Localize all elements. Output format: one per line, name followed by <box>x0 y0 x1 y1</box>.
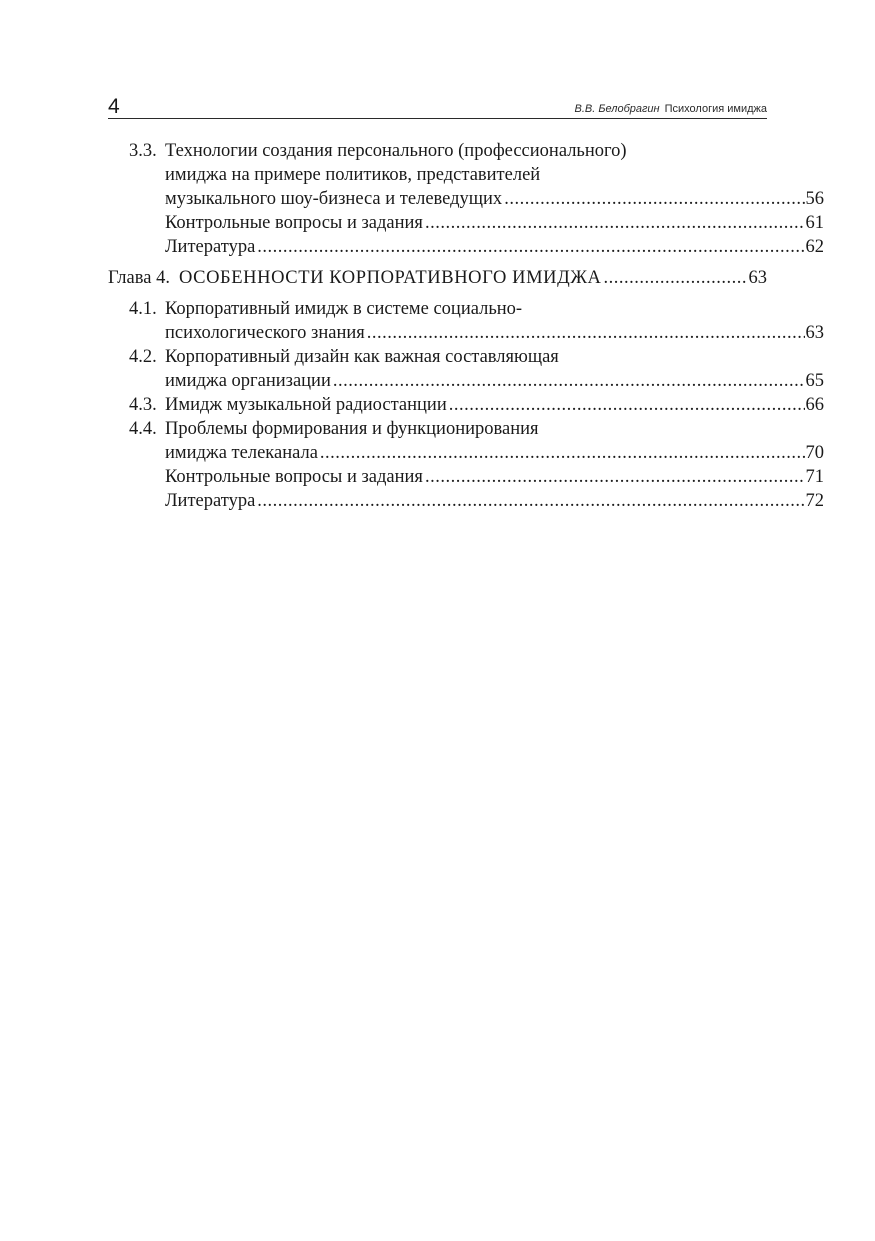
table-of-contents <box>108 139 824 513</box>
toc-page-number: 61 <box>805 213 824 233</box>
toc-entry-4-2-last[interactable] <box>108 369 824 393</box>
toc-entry-4-4[interactable] <box>108 417 767 441</box>
toc-entry-title: Литература <box>165 237 256 257</box>
toc-entry-4-2[interactable] <box>108 345 767 369</box>
toc-entry-4-3[interactable] <box>108 393 824 417</box>
running-header <box>108 94 767 119</box>
toc-entry-3-questions[interactable] <box>108 211 824 235</box>
dot-leader <box>367 321 805 345</box>
toc-section-number: 4.4. <box>129 419 157 439</box>
toc-entry-title-line: имиджа телеканала <box>165 443 318 463</box>
toc-page-number: 62 <box>805 237 824 257</box>
dot-leader <box>425 211 805 235</box>
toc-section-number: 4.3. <box>129 395 157 415</box>
toc-page-number: 65 <box>805 371 824 391</box>
dot-leader <box>449 393 805 417</box>
toc-entry-title-line: имиджа организации <box>165 371 331 391</box>
toc-entry-title-line: музыкального шоу-бизнеса и телеведущих <box>165 189 503 209</box>
dot-leader <box>504 187 804 211</box>
toc-entry-title: Контрольные вопросы и задания <box>165 213 423 233</box>
toc-entry-4-1-last[interactable] <box>108 321 824 345</box>
toc-page-number: 66 <box>805 395 824 415</box>
toc-page-number: 63 <box>805 323 824 343</box>
toc-entry-4-1[interactable] <box>108 297 767 321</box>
toc-entry-title-line: Корпоративный дизайн как важная составляющая <box>165 347 559 367</box>
header-author: В.В. Белобрагин <box>574 103 660 115</box>
toc-entry-title-line: психологического знания <box>165 323 365 343</box>
toc-section-number: 3.3. <box>129 141 157 161</box>
toc-page-number: 56 <box>805 189 824 209</box>
chapter-label: Глава 4. <box>108 268 170 288</box>
toc-section-number: 4.1. <box>129 299 157 319</box>
page-number: 4 <box>108 95 120 118</box>
running-title <box>575 103 768 115</box>
toc-page-number: 63 <box>748 268 767 288</box>
toc-page-number: 71 <box>805 467 824 487</box>
toc-entry-3-3[interactable] <box>108 139 767 163</box>
toc-chapter-4[interactable] <box>108 266 767 290</box>
toc-page-number: 70 <box>805 443 824 463</box>
toc-entry-title: Контрольные вопросы и задания <box>165 467 423 487</box>
toc-entry-title-line: Корпоративный имидж в системе социально- <box>165 299 523 319</box>
toc-entry-4-literature[interactable] <box>108 489 824 513</box>
dot-leader <box>257 489 804 513</box>
toc-entry-4-questions[interactable] <box>108 465 824 489</box>
chapter-title: ОСОБЕННОСТИ КОРПОРАТИВНОГО ИМИДЖА <box>178 268 602 288</box>
dot-leader <box>320 441 805 465</box>
header-book-title: Психология имиджа <box>664 103 767 115</box>
toc-entry-title: Литература <box>165 491 256 511</box>
toc-entry-3-literature[interactable] <box>108 235 824 259</box>
dot-leader <box>425 465 805 489</box>
dot-leader <box>333 369 805 393</box>
toc-entry-3-3-last[interactable] <box>108 187 824 211</box>
toc-entry-4-4-last[interactable] <box>108 441 824 465</box>
toc-section-number: 4.2. <box>129 347 157 367</box>
toc-entry-title-line: имиджа на примере политиков, представителей <box>165 165 541 185</box>
dot-leader <box>257 235 804 259</box>
toc-entry-title-line: Технологии создания персонального (профессионального) <box>165 141 627 161</box>
toc-entry-3-3-continued[interactable] <box>108 163 767 187</box>
toc-entry-title-line: Проблемы формирования и функционирования <box>165 419 539 439</box>
toc-entry-title-line: Имидж музыкальной радиостанции <box>165 395 447 415</box>
dot-leader <box>603 266 747 290</box>
toc-page-number: 72 <box>805 491 824 511</box>
